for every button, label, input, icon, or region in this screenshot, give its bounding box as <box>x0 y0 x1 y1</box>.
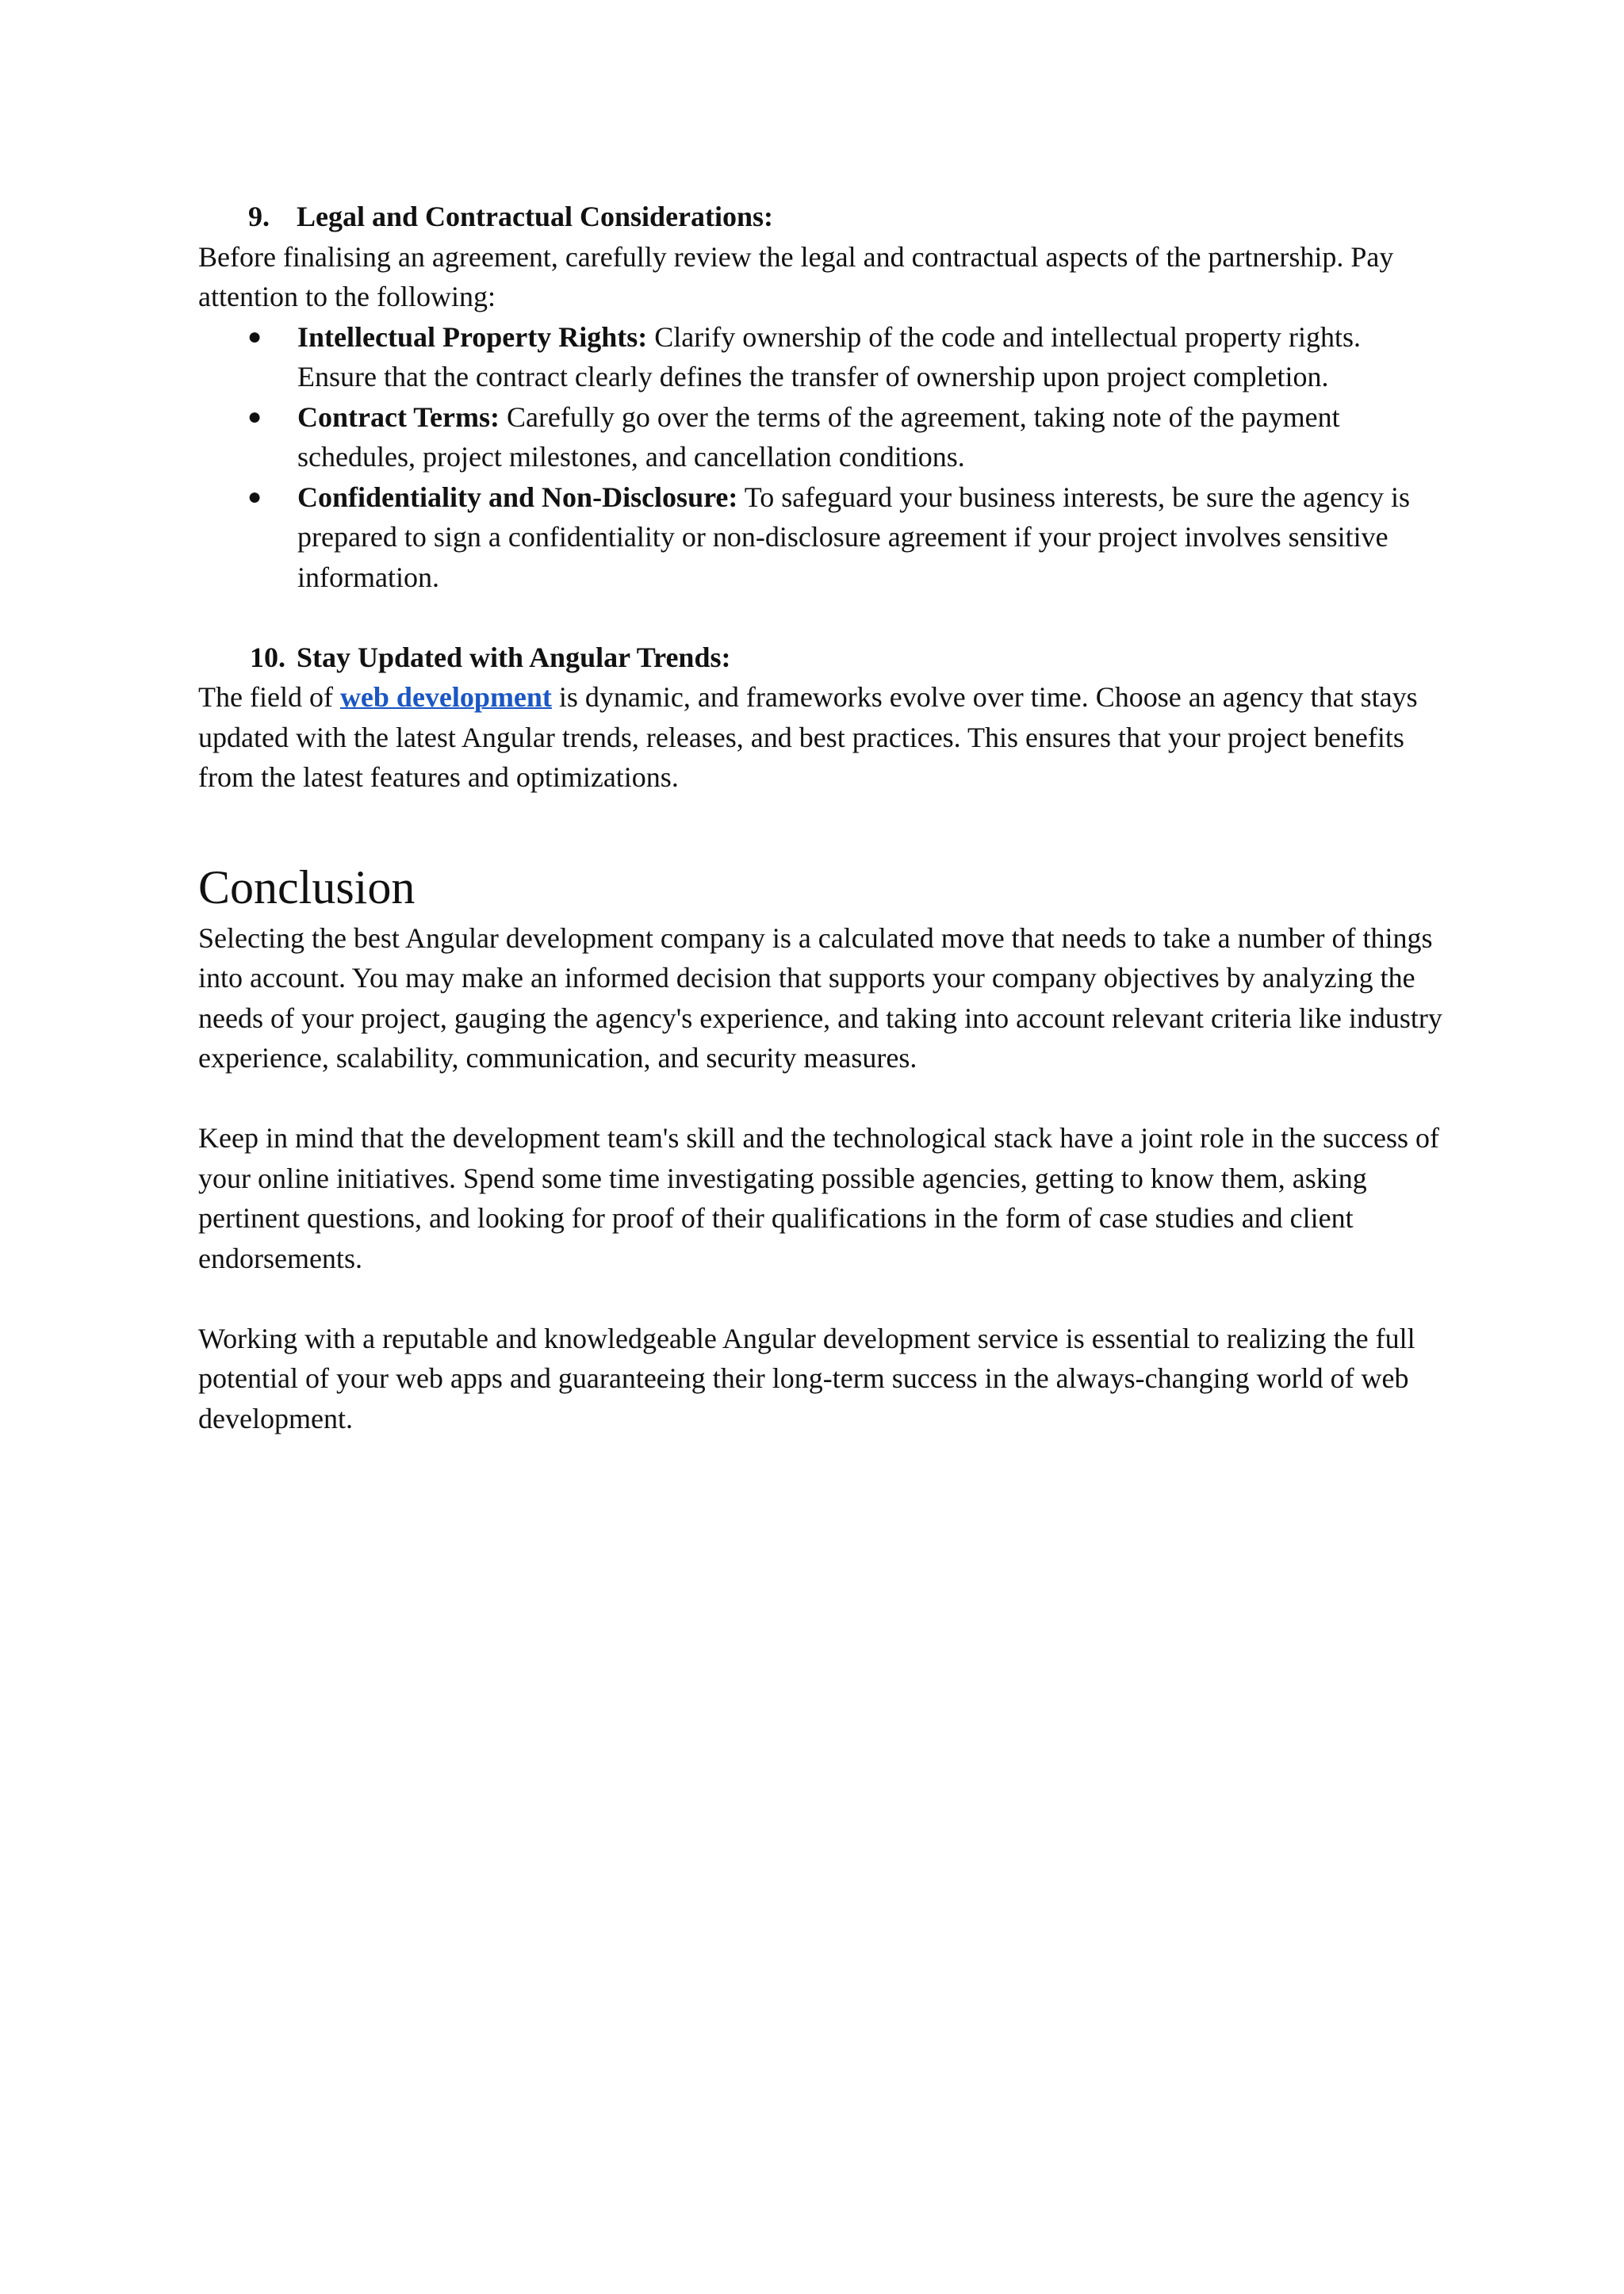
section-10-text-after-link: is dynamic, and frameworks evolve over time. Choose an agency that stays updated with the latest Angular trends, releases, and best practices. This ensures that your project benefits from the latest features and optimizations. <box>198 681 1418 793</box>
bullet-icon: ● <box>247 483 262 510</box>
bullet-term: Intellectual Property Rights: <box>297 320 648 353</box>
section-9-number: 9. <box>248 201 270 232</box>
section-10-paragraph <box>198 677 1443 798</box>
bullet-text: Clarify ownership of the code and intellectual property rights. Ensure that the contract clearly defines the transfer of ownership upon project completion. <box>297 320 1362 393</box>
section-10-heading <box>198 638 1443 678</box>
spacer <box>198 1078 1443 1119</box>
list-item <box>198 477 1443 598</box>
list-item <box>198 317 1443 397</box>
conclusion-paragraph-3: Working with a reputable and knowledgeable Angular development service is essential to realizing the full potential of your web apps and guaranteeing their long-term success in the always-changing world of web development. <box>198 1322 1415 1434</box>
section-9-bullet-list <box>198 317 1443 598</box>
section-10-number: 10. <box>250 641 285 673</box>
bullet-icon: ● <box>247 323 262 350</box>
spacer <box>198 597 1443 638</box>
bullet-icon: ● <box>247 403 262 430</box>
bullet-text: To safeguard your business interests, be sure the agency is prepared to sign a confidentiality or non-disclosure agreement if your project involves sensitive information. <box>297 481 1410 593</box>
bullet-term: Contract Terms: <box>297 400 500 433</box>
conclusion-paragraph-1: Selecting the best Angular development company is a calculated move that needs to take a number of things into account. You may make an informed decision that supports your company objectives by analyzing the needs of your project, gauging the agency's experience, and taking into account relevant criteria like industry experience, scalability, communication, and security measures. <box>198 921 1442 1074</box>
document-page <box>198 197 1443 1438</box>
section-9-intro: Before finalising an agreement, carefully review the legal and contractual aspects of the partnership. Pay attention to the following: <box>198 240 1394 312</box>
bullet-term: Confidentiality and Non-Disclosure: <box>297 481 738 513</box>
web-development-link[interactable]: web development <box>339 681 552 713</box>
section-10-text-before-link: The field of <box>198 681 340 713</box>
spacer <box>198 798 1443 860</box>
section-9-heading <box>198 197 1443 237</box>
list-item <box>198 397 1443 477</box>
spacer <box>198 1278 1443 1319</box>
section-10-title: Stay Updated with Angular Trends: <box>297 641 731 673</box>
conclusion-heading: Conclusion <box>198 860 416 913</box>
conclusion-paragraph-2: Keep in mind that the development team's skill and the technological stack have a joint role in the success of your online initiatives. Spend some time investigating possible agencies, getting to know them, asking pertinent questions, and looking for proof of their qualifications in the form of case studies and client endorsements. <box>198 1122 1440 1274</box>
section-9-title: Legal and Contractual Considerations: <box>297 201 774 232</box>
bullet-text: Carefully go over the terms of the agreement, taking note of the payment schedules, project milestones, and cancellation conditions. <box>297 400 1340 473</box>
